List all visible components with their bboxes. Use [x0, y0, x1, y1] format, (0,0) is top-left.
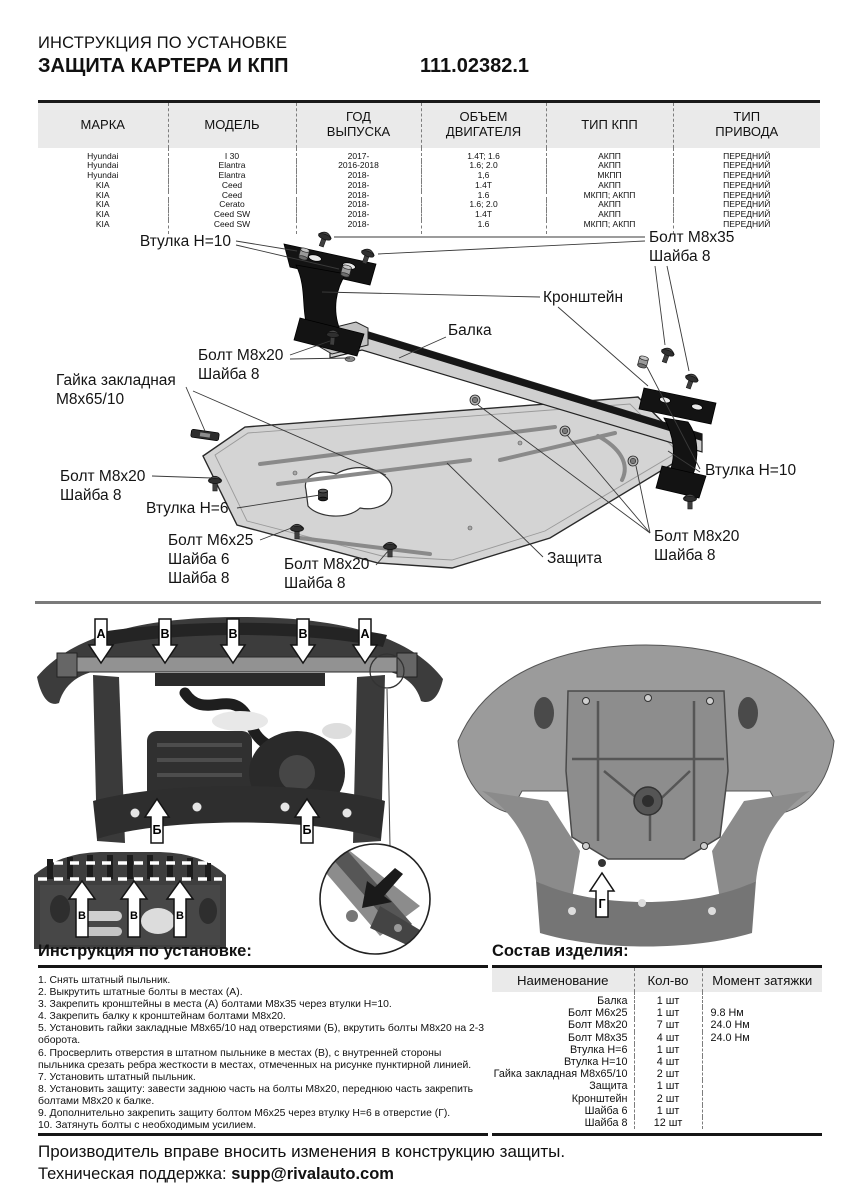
parts-cell: 1 шт	[634, 1080, 702, 1092]
parts-row	[492, 1117, 822, 1129]
callout-bolt-m8x20-right: Болт M8x20	[654, 528, 740, 545]
svg-text:В: В	[298, 627, 308, 641]
disclaimer: Производитель вправе вносить изменения в конструкцию защиты.	[38, 1142, 566, 1161]
fitment-cell: KIA	[38, 191, 168, 201]
callout-bolt-m8x20-left-washer: Шайба 8	[60, 487, 122, 504]
support-line	[38, 1165, 394, 1184]
parts-bottom-rule	[492, 1133, 822, 1136]
callout-bolt-m6x25: Болт M6x25	[168, 532, 254, 549]
parts-cell	[702, 1080, 822, 1092]
callout-bolt-m8x20-left: Болт M8x20	[60, 468, 146, 485]
support-label: Техническая поддержка:	[38, 1165, 227, 1183]
fitment-row	[38, 171, 820, 181]
instructions-section	[38, 942, 488, 1132]
parts-cell: 12 шт	[634, 1117, 702, 1129]
parts-cell	[702, 1117, 822, 1129]
callout-bolt-m8x35: Болт M8x35	[649, 229, 735, 246]
fitment-cell: Hyundai	[38, 171, 168, 181]
fitment-cell: Ceed	[168, 191, 296, 201]
fitment-cell: АКПП	[546, 161, 673, 171]
fitment-cell: 1.4T; 1.6	[421, 148, 546, 162]
fitment-cell: АКПП	[546, 148, 673, 162]
parts-col-name: Наименование	[492, 968, 634, 992]
parts-cell: Втулка Н=6	[492, 1044, 634, 1056]
fitment-cell: 2016-2018	[296, 161, 421, 171]
fitment-cell: ПЕРЕДНИЙ	[723, 150, 771, 161]
parts-table	[492, 968, 822, 1129]
svg-text:В: В	[160, 627, 170, 641]
parts-cell: Втулка Н=10	[492, 1056, 634, 1068]
fitment-cell: Elantra	[168, 161, 296, 171]
svg-text:Г: Г	[598, 897, 606, 911]
fitment-cell: KIA	[38, 181, 168, 191]
parts-title: Состав изделия:	[492, 942, 822, 968]
fitment-cell: ПЕРЕДНИЙ	[723, 170, 771, 181]
fitment-cell: Elantra	[168, 171, 296, 181]
fitment-cell: 1.6	[421, 220, 546, 234]
svg-text:В: В	[130, 910, 138, 922]
inset-connector-line	[387, 689, 390, 846]
parts-cell: Кронштейн	[492, 1093, 634, 1105]
parts-cell: Шайба 8	[492, 1117, 634, 1129]
fitment-cell: 1.6; 2.0	[421, 161, 546, 171]
parts-cell: Болт М8х20	[492, 1019, 634, 1031]
callout-bolt-m8x20-bottom-washer: Шайба 8	[284, 575, 346, 592]
parts-cell: Болт М8х35	[492, 1032, 634, 1044]
instruction-step: 8. Установить защиту: завести заднюю часть на болты М8х20, переднюю часть закрепить болтами М8х20 к балке.	[38, 1083, 474, 1107]
photo-detail-inset	[320, 844, 430, 954]
svg-text:Б: Б	[302, 823, 312, 837]
fitment-cell: 2018-	[296, 200, 421, 210]
parts-cell: 9.8 Нм	[710, 1007, 744, 1020]
fitment-column-header: ГОД ВЫПУСКА	[296, 102, 421, 148]
parts-cell: 24.0 Нм	[710, 1031, 750, 1044]
parts-cell: 1 шт	[634, 992, 702, 1007]
callout-bolt-m8x20-right-washer: Шайба 8	[654, 547, 716, 564]
fitment-table	[38, 100, 820, 234]
fitment-cell: Hyundai	[38, 161, 168, 171]
parts-cell: 1 шт	[634, 1105, 702, 1117]
fitment-cell: 2018-	[296, 210, 421, 220]
part-number: 111.02382.1	[420, 55, 530, 77]
svg-text:Б: Б	[152, 823, 162, 837]
fitment-column-header: ТИП ПРИВОДА	[673, 102, 820, 148]
instruction-step: 7. Установить штатный пыльник.	[38, 1071, 196, 1083]
fitment-cell: ПЕРЕДНИЙ	[723, 179, 771, 190]
fitment-cell: I 30	[168, 148, 296, 162]
parts-cell	[702, 1068, 822, 1080]
parts-cell: 7 шт	[634, 1019, 702, 1031]
parts-row	[492, 1105, 822, 1117]
callout-bolt-m6x25-washer6: Шайба 6	[168, 551, 230, 568]
fitment-cell: 1.4T	[421, 210, 546, 220]
instruction-step: 2. Выкрутить штатные болты в местах (А).	[38, 987, 243, 999]
fitment-cell: МКПП	[546, 171, 673, 181]
parts-cell: 24.0 Нм	[710, 1019, 750, 1032]
fitment-cell: 2018-	[296, 191, 421, 201]
fitment-cell: 1.4T	[421, 181, 546, 191]
fitment-cell: АКПП	[546, 181, 673, 191]
instructions-bottom-rule	[38, 1133, 488, 1136]
parts-cell: Балка	[492, 992, 634, 1007]
fitment-row	[38, 210, 820, 220]
parts-row	[492, 992, 822, 1007]
fitment-cell: ПЕРЕДНИЙ	[723, 219, 771, 230]
fitment-cell: ПЕРЕДНИЙ	[723, 209, 771, 220]
fitment-row	[38, 181, 820, 191]
parts-row	[492, 1068, 822, 1080]
callout-bolt-m8x20-bottom: Болт M8x20	[284, 556, 370, 573]
fitment-column-header: МАРКА	[38, 102, 168, 148]
callout-bolt-m8x20-top: Болт M8x20	[198, 347, 284, 364]
fitment-cell: 1.6	[421, 191, 546, 201]
fitment-cell: ПЕРЕДНИЙ	[723, 160, 771, 171]
instruction-step: 5. Установить гайки закладные М8х65/10 над отверстиями (Б), вкрутить болты М8х20 на 2-3 оборота.	[38, 1023, 485, 1047]
instruction-step: 4. Закрепить балку к кронштейнам болтами М8х20.	[38, 1011, 286, 1023]
fitment-cell: KIA	[38, 200, 168, 210]
fitment-cell: 1,6	[421, 171, 546, 181]
callout-bushing-h10-right: Втулка H=10	[705, 462, 797, 479]
doc-type: ИНСТРУКЦИЯ ПО УСТАНОВКЕ	[38, 34, 288, 52]
fitment-cell: 2018-	[296, 171, 421, 181]
parts-cell	[702, 1044, 822, 1056]
parts-row	[492, 1044, 822, 1056]
left-bracket-drawing	[284, 244, 376, 356]
fitment-row	[38, 148, 820, 162]
support-email: supp@rivalauto.com	[231, 1165, 394, 1183]
fitment-cell: 2018-	[296, 181, 421, 191]
instruction-step: 3. Закрепить кронштейны в места (А) болтами М8х35 через втулки Н=10.	[38, 999, 392, 1011]
parts-row	[492, 1007, 822, 1019]
svg-text:В: В	[176, 910, 184, 922]
callout-beam: Балка	[448, 322, 492, 339]
instructions-steps	[38, 975, 488, 1132]
parts-col-torque: Момент затяжки	[702, 968, 822, 992]
photo-engine-bay	[37, 617, 443, 843]
fitment-cell: МКПП; АКПП	[546, 220, 673, 234]
fitment-cell: МКПП; АКПП	[546, 191, 673, 201]
callout-bolt-m8x35-washer: Шайба 8	[649, 248, 711, 265]
fitment-cell: Hyundai	[38, 148, 168, 162]
parts-cell: Шайба 6	[492, 1105, 634, 1117]
fitment-row	[38, 200, 820, 210]
callout-shield: Защита	[547, 550, 602, 567]
fitment-row	[38, 191, 820, 201]
parts-col-qty: Кол-во	[634, 968, 702, 992]
svg-text:В: В	[78, 910, 86, 922]
parts-cell	[702, 1056, 822, 1068]
fitment-cell: 2017-	[296, 148, 421, 162]
parts-cell: Болт М6х25	[492, 1007, 634, 1019]
fitment-header-row	[38, 102, 820, 148]
parts-row	[492, 1080, 822, 1092]
parts-cell: 1 шт	[634, 1007, 702, 1019]
parts-row	[492, 1032, 822, 1044]
fitment-row	[38, 161, 820, 171]
photo-undercover-strip	[34, 852, 226, 949]
callout-bushing-h6: Втулка H=6	[146, 500, 229, 517]
installation-photos	[0, 606, 849, 958]
instruction-step: 1. Снять штатный пыльник.	[38, 975, 171, 986]
fitment-cell: 2018-	[296, 220, 421, 234]
parts-cell: Гайка закладная М8х65/10	[492, 1068, 634, 1080]
fitment-cell: Ceed SW	[168, 220, 296, 234]
callout-nut-plate: Гайка закладная	[56, 372, 176, 389]
instruction-step: 9. Дополнительно закрепить защиту болтом М6х25 через втулку Н=6 в отверстие (Г).	[38, 1108, 451, 1120]
svg-text:А: А	[96, 627, 106, 641]
parts-cell	[702, 1093, 822, 1105]
callout-bushing-h10-left: Втулка H=10	[139, 233, 231, 250]
callout-bolt-m6x25-washer8: Шайба 8	[168, 570, 230, 587]
parts-header-row	[492, 968, 822, 992]
parts-cell: 4 шт	[634, 1032, 702, 1044]
fitment-column-header: МОДЕЛЬ	[168, 102, 296, 148]
parts-cell: Защита	[492, 1080, 634, 1092]
instructions-title: Инструкция по установке:	[38, 942, 488, 968]
fitment-cell: KIA	[38, 220, 168, 234]
svg-text:А: А	[360, 627, 370, 641]
fitment-cell: АКПП	[546, 210, 673, 220]
parts-row	[492, 1019, 822, 1031]
svg-text:В: В	[228, 627, 238, 641]
parts-cell: 4 шт	[634, 1056, 702, 1068]
fitment-column-header: ТИП КПП	[546, 102, 673, 148]
fitment-cell: Ceed SW	[168, 210, 296, 220]
parts-row	[492, 1093, 822, 1105]
parts-cell: 1 шт	[634, 1044, 702, 1056]
instruction-step: 6. Просверлить отверстия в штатном пыльнике в местах (В), с внутренней стороны пыльника срезать ребра жесткости в местах, отмеченных на рисунке пунктирной линией.	[38, 1047, 472, 1071]
fitment-cell: 1.6; 2.0	[421, 200, 546, 210]
fitment-cell: Cerato	[168, 200, 296, 210]
parts-cell	[702, 1105, 822, 1117]
instruction-step: 10. Затянуть болты с необходимым усилием.	[38, 1120, 257, 1132]
page-title: ЗАЩИТА КАРТЕРА И КПП	[38, 55, 289, 77]
callout-bolt-m8x20-top-washer: Шайба 8	[198, 366, 260, 383]
callout-nut-plate-2: М8х65/10	[56, 391, 125, 408]
parts-cell: 2 шт	[634, 1093, 702, 1105]
parts-row	[492, 1056, 822, 1068]
fitment-cell: ПЕРЕДНИЙ	[723, 189, 771, 200]
parts-cell: 2 шт	[634, 1068, 702, 1080]
photo-shield-installed	[458, 645, 834, 947]
exploded-diagram	[0, 228, 849, 602]
fitment-cell: KIA	[38, 210, 168, 220]
fitment-cell: Ceed	[168, 181, 296, 191]
fitment-cell: ПЕРЕДНИЙ	[723, 199, 771, 210]
fitment-column-header: ОБЪЕМ ДВИГАТЕЛЯ	[421, 102, 546, 148]
fitment-cell: АКПП	[546, 200, 673, 210]
parts-section	[492, 942, 822, 1129]
callout-bracket: Кронштейн	[543, 289, 624, 306]
section-divider	[35, 601, 821, 604]
parts-cell	[702, 992, 822, 1007]
